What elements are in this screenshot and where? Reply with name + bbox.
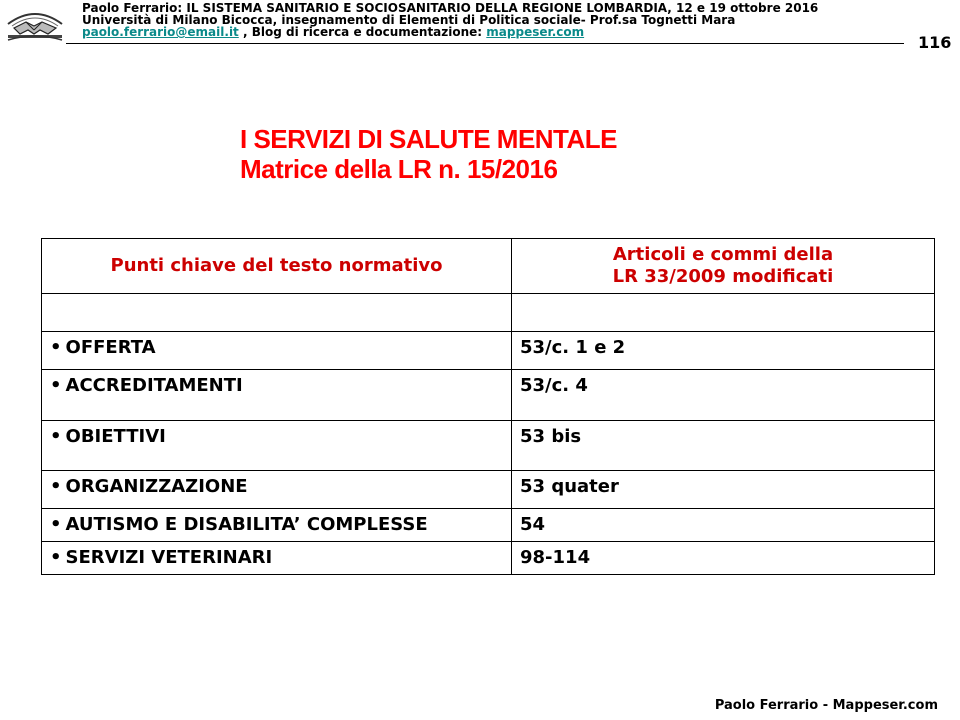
site-link[interactable]: mappeser.com [486, 25, 585, 39]
bullet-icon: • [50, 375, 62, 396]
row-key-cell [42, 370, 512, 421]
row-article: 53/c. 1 e 2 [512, 332, 935, 370]
slide-title [240, 124, 617, 184]
bullet-icon: • [50, 547, 62, 568]
header-line-2: Università di Milano Bicocca, insegnamento di Elementi di Politica sociale- Prof.sa Tognetti Mara [82, 13, 736, 27]
matrix-table [41, 238, 935, 575]
row-key-cell [42, 542, 512, 575]
row-article: 54 [512, 509, 935, 542]
bullet-icon: • [50, 337, 62, 358]
table-row [42, 332, 935, 370]
table-row [42, 509, 935, 542]
table-row [42, 421, 935, 471]
row-key: ORGANIZZAZIONE [65, 476, 248, 497]
row-key-cell [42, 332, 512, 370]
bullet-icon: • [50, 476, 62, 497]
row-key-empty [42, 294, 512, 332]
handshake-logo-icon [4, 2, 66, 42]
header-line-1: Paolo Ferrario: IL SISTEMA SANITARIO E SOCIOSANITARIO DELLA REGIONE LOMBARDIA, 12 e 19 ottobre 2016 [82, 1, 819, 15]
row-article-empty [512, 294, 935, 332]
slide-header [82, 2, 882, 38]
blog-text: , Blog di ricerca e documentazione: [238, 25, 487, 39]
table-header-row [42, 239, 935, 294]
table-row [42, 542, 935, 575]
row-key: OBIETTIVI [65, 426, 166, 447]
page-number: 116 [918, 33, 952, 52]
table-row [42, 370, 935, 421]
title-line-1: I SERVIZI DI SALUTE MENTALE [240, 124, 618, 154]
footer-credit: Paolo Ferrario - Mappeser.com [714, 698, 938, 713]
row-article: 53 bis [512, 421, 935, 471]
row-key: OFFERTA [65, 337, 156, 358]
row-article: 53 quater [512, 471, 935, 509]
table-row [42, 471, 935, 509]
row-article: 53/c. 4 [512, 370, 935, 421]
col1-header: Punti chiave del testo normativo [42, 239, 512, 294]
row-key-cell [42, 509, 512, 542]
row-key-cell [42, 471, 512, 509]
header-line-3 [82, 26, 882, 38]
row-key: ACCREDITAMENTI [65, 375, 243, 396]
row-key: AUTISMO E DISABILITA’ COMPLESSE [65, 514, 428, 535]
col2-header-line-2: LR 33/2009 modificati [612, 266, 834, 287]
row-key: SERVIZI VETERINARI [65, 547, 273, 568]
row-article: 98-114 [512, 542, 935, 575]
bullet-icon: • [50, 426, 62, 447]
title-line-2: Matrice della LR n. 15/2016 [240, 154, 558, 184]
header-divider [66, 43, 904, 44]
bullet-icon: • [50, 514, 62, 535]
col2-header [512, 239, 935, 294]
email-link[interactable]: paolo.ferrario@email.it [82, 25, 239, 39]
row-key-cell [42, 421, 512, 471]
col2-header-line-1: Articoli e commi della [612, 244, 834, 265]
table-row [42, 294, 935, 332]
